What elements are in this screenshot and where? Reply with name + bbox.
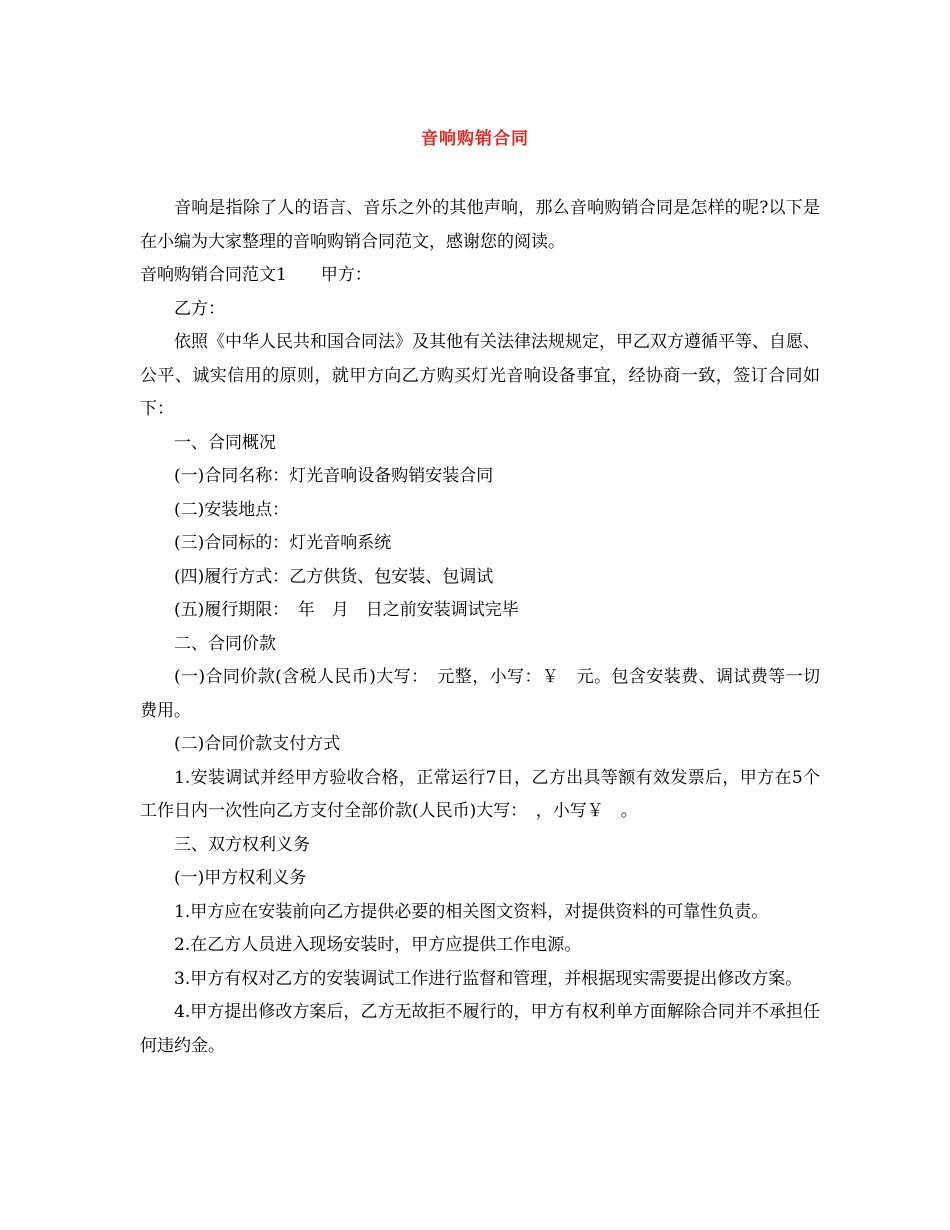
section-heading-overview: 一、合同概况	[174, 432, 276, 453]
paragraph-install-location: (二)安装地点：	[174, 499, 290, 520]
paragraph-payment-terms: 1.安装调试并经甲方验收合格，正常运行7日，乙方出具等额有效发票后，甲方在5个工作日内一次性向乙方支付全部价款(人民币)大写： ，小写￥ 。	[140, 767, 820, 821]
document-body	[140, 192, 820, 1063]
section-heading-price: 二、合同价款	[174, 633, 276, 654]
paragraph-performance-method: (四)履行方式：乙方供货、包安装、包调试	[174, 566, 494, 587]
paragraph-right-2: 2.在乙方人员进入现场安装时，甲方应提供工作电源。	[174, 935, 582, 955]
paragraph-contract-subject: (三)合同标的：灯光音响系统	[174, 533, 392, 553]
paragraph-right-4: 4.甲方提出修改方案后，乙方无故拒不履行的，甲方有权利单方面解除合同并不承担任何违约金。	[140, 1002, 820, 1056]
document-title: 音响购销合同	[421, 129, 529, 149]
paragraph-contract-name: (一)合同名称：灯光音响设备购销安装合同	[174, 466, 494, 486]
paragraph-performance-period: (五)履行期限： 年 月 日之前安装调试完毕	[174, 600, 519, 620]
paragraph-legal-basis: 依照《中华人民共和国合同法》及其他有关法律法规规定，甲乙双方遵循平等、自愿、公平、诚实信用的原则，就甲方向乙方购买灯光音响设备事宜，经协商一致，签订合同如下：	[140, 332, 820, 419]
paragraph-payment-method: (二)合同价款支付方式	[174, 734, 341, 754]
paragraph-party-b: 乙方：	[174, 298, 225, 319]
section-heading-rights: 三、双方权利义务	[174, 834, 310, 855]
paragraph-right-3: 3.甲方有权对乙方的安装调试工作进行监督和管理，并根据现实需要提出修改方案。	[174, 968, 803, 989]
paragraph-right-1: 1.甲方应在安装前向乙方提供必要的相关图文资料，对提供资料的可靠性负责。	[174, 901, 769, 922]
paragraph-intro: 音响是指除了人的语言、音乐之外的其他声响，那么音响购销合同是怎样的呢?以下是在小编为大家整理的音响购销合同范文，感谢您的阅读。	[140, 198, 820, 252]
paragraph-contract-sample-party-a: 音响购销合同范文1 甲方：	[140, 265, 372, 285]
paragraph-contract-price: (一)合同价款(含税人民币)大写： 元整，小写：￥ 元。包含安装费、调试费等一切费用。	[140, 667, 820, 721]
paragraph-party-a-rights: (一)甲方权利义务	[174, 868, 307, 888]
